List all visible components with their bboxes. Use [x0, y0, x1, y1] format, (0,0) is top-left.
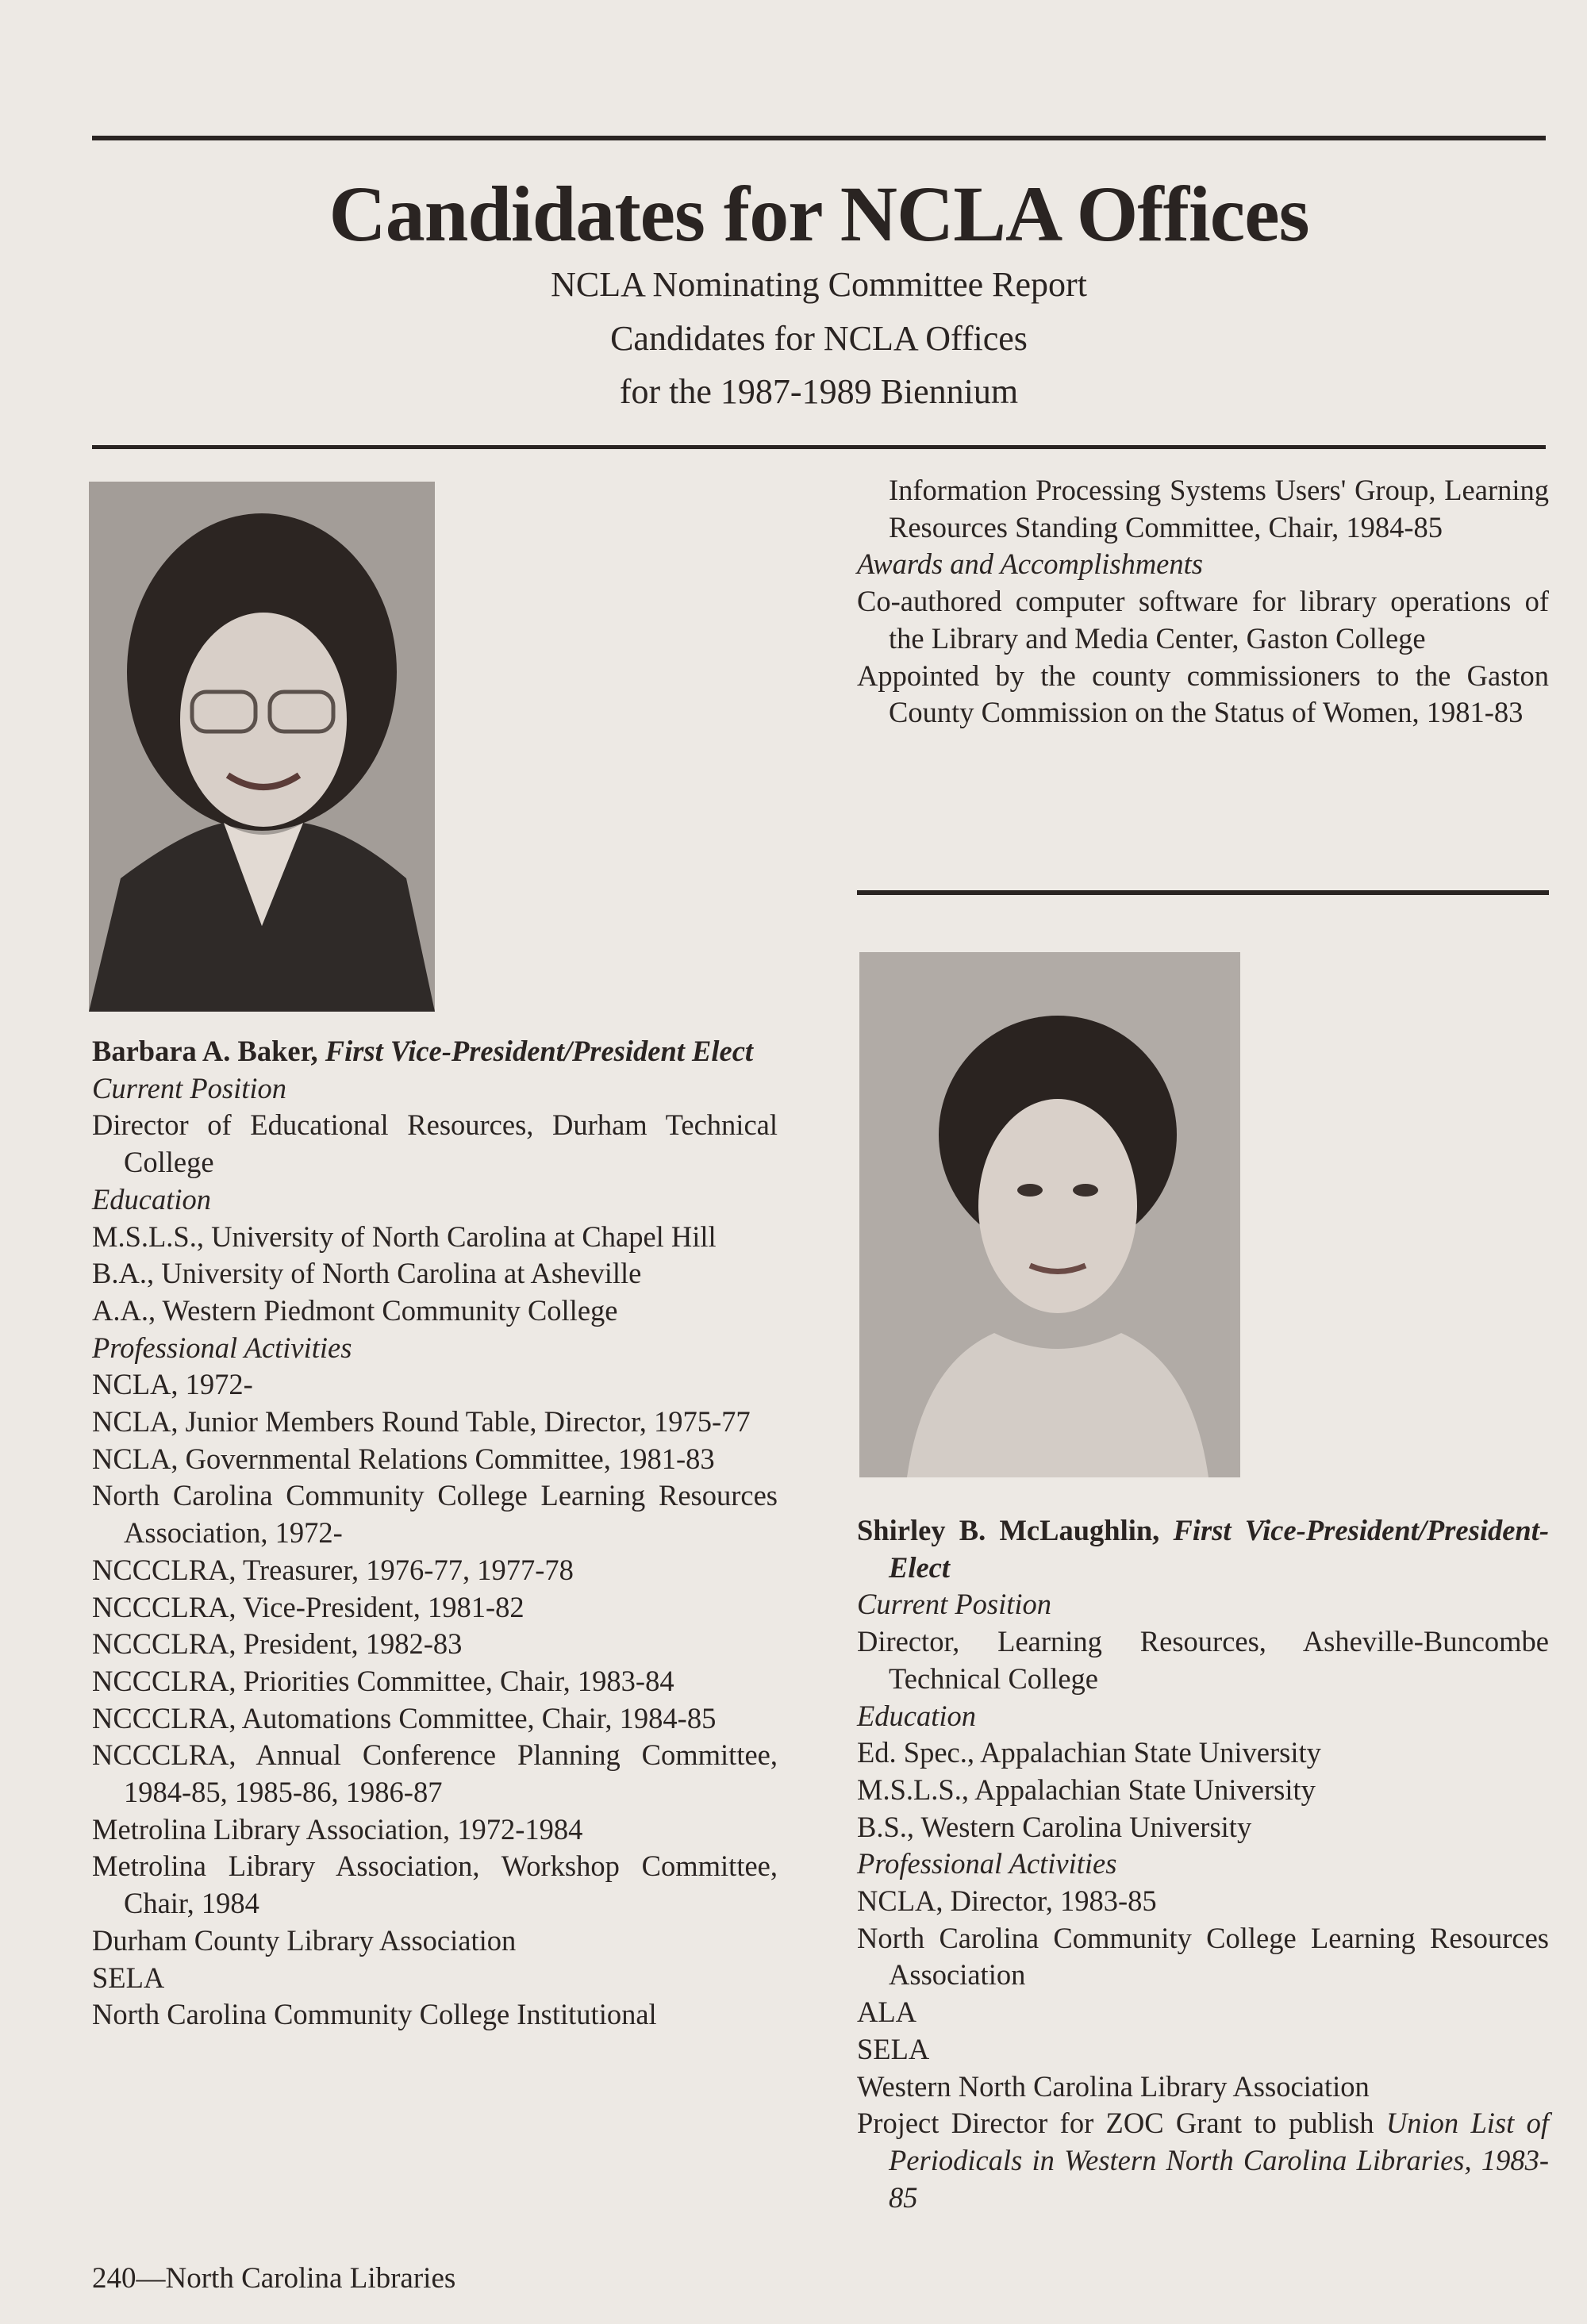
list-item: Director, Learning Resources, Asheville-Buncombe Technical College: [857, 1625, 1549, 1695]
publication-title: Union List of Periodicals in Western North Carolina Libraries, 1983-85: [889, 2107, 1549, 2214]
section-heading: Education: [857, 1699, 977, 1732]
list-item: M.S.L.S., Appalachian State University: [857, 1773, 1316, 1806]
list-item: North Carolina Community College Learning Resources Association, 1972-: [92, 1479, 778, 1550]
list-item: NCCCLRA, Annual Conference Planning Committee, 1984-85, 1985-86, 1986-87: [92, 1738, 778, 1809]
list-item: North Carolina Community College Learning Resources Association: [857, 1921, 1549, 1992]
list-item: SELA: [92, 1961, 165, 1994]
page-title: Candidates for NCLA Offices: [329, 170, 1309, 258]
list-item: NCCCLRA, Priorities Committee, Chair, 1983-84: [92, 1664, 674, 1697]
candidate-name: [857, 1512, 1549, 1586]
list-item-continuation: Information Processing Systems Users' Group, Learning Resources Standing Committee, Chair, 1984-85: [889, 474, 1549, 544]
list-item: NCCCLRA, Treasurer, 1976-77, 1977-78: [92, 1553, 574, 1586]
candidate-name-text: Shirley B. McLaughlin,: [857, 1514, 1160, 1546]
list-item: Appointed by the county commissioners to the Gaston County Commission on the Status of Women, 1981-83: [857, 659, 1549, 729]
list-item: SELA: [857, 2032, 930, 2065]
photo-shirley-mclaughlin: [859, 952, 1240, 1477]
section-heading: Professional Activities: [857, 1847, 1117, 1880]
section-heading: Current Position: [857, 1588, 1052, 1621]
list-item: Metrolina Library Association, Workshop Committee, Chair, 1984: [92, 1850, 778, 1920]
list-item: A.A., Western Piedmont Community College: [92, 1293, 618, 1327]
photo-barbara-baker: [89, 482, 435, 1012]
list-item-text: Project Director for ZOC Grant to publish: [857, 2107, 1386, 2140]
candidate-name-text: Barbara A. Baker,: [92, 1035, 318, 1067]
list-item: ALA: [857, 1996, 917, 2029]
candidate-office: First Vice-President/President-Elect: [889, 1514, 1550, 1584]
right-column: [857, 1512, 1549, 2216]
list-item: Ed. Spec., Appalachian State University: [857, 1736, 1321, 1769]
candidate-name: [92, 1033, 778, 1070]
list-item: NCLA, 1972-: [92, 1368, 253, 1401]
right-column-rule: [857, 890, 1549, 895]
subtitle-3: for the 1987-1989 Biennium: [619, 372, 1019, 411]
top-rule: [92, 136, 1546, 140]
list-item: NCLA, Director, 1983-85: [857, 1884, 1157, 1918]
list-item: [857, 2105, 1549, 2216]
candidate-office: First Vice-President/President Elect: [325, 1035, 754, 1067]
list-item: NCLA, Governmental Relations Committee, 1981-83: [92, 1442, 715, 1475]
subtitle-1: NCLA Nominating Committee Report: [551, 265, 1087, 304]
section-heading: Awards and Accomplishments: [857, 547, 1203, 581]
list-item: NCCCLRA, President, 1982-83: [92, 1627, 463, 1661]
list-item: Durham County Library Association: [92, 1923, 517, 1957]
list-item: Co-authored computer software for library operations of the Library and Media Center, Gaston College: [857, 585, 1549, 655]
list-item: Western North Carolina Library Association: [857, 2069, 1370, 2103]
list-item: NCLA, Junior Members Round Table, Director, 1975-77: [92, 1405, 751, 1439]
list-item: B.A., University of North Carolina at Asheville: [92, 1257, 642, 1290]
list-item: NCCCLRA, Automations Committee, Chair, 1984-85: [92, 1701, 717, 1734]
section-heading: Current Position: [92, 1071, 287, 1104]
header-bottom-rule: [92, 445, 1546, 449]
list-item: Director of Educational Resources, Durham Technical College: [92, 1108, 778, 1179]
left-column: [92, 1033, 778, 2034]
page-footer: 240—North Carolina Libraries: [92, 2262, 456, 2295]
section-heading: Professional Activities: [92, 1331, 352, 1364]
list-item: Metrolina Library Association, 1972-1984: [92, 1812, 583, 1846]
list-item: B.S., Western Carolina University: [857, 1810, 1252, 1843]
right-column-top: [857, 472, 1549, 732]
list-item: NCCCLRA, Vice-President, 1981-82: [92, 1590, 525, 1623]
subtitle-2: Candidates for NCLA Offices: [610, 319, 1028, 358]
list-item: North Carolina Community College Institutional: [92, 1998, 657, 2031]
section-heading: Education: [92, 1182, 212, 1216]
list-item: M.S.L.S., University of North Carolina at Chapel Hill: [92, 1220, 717, 1253]
